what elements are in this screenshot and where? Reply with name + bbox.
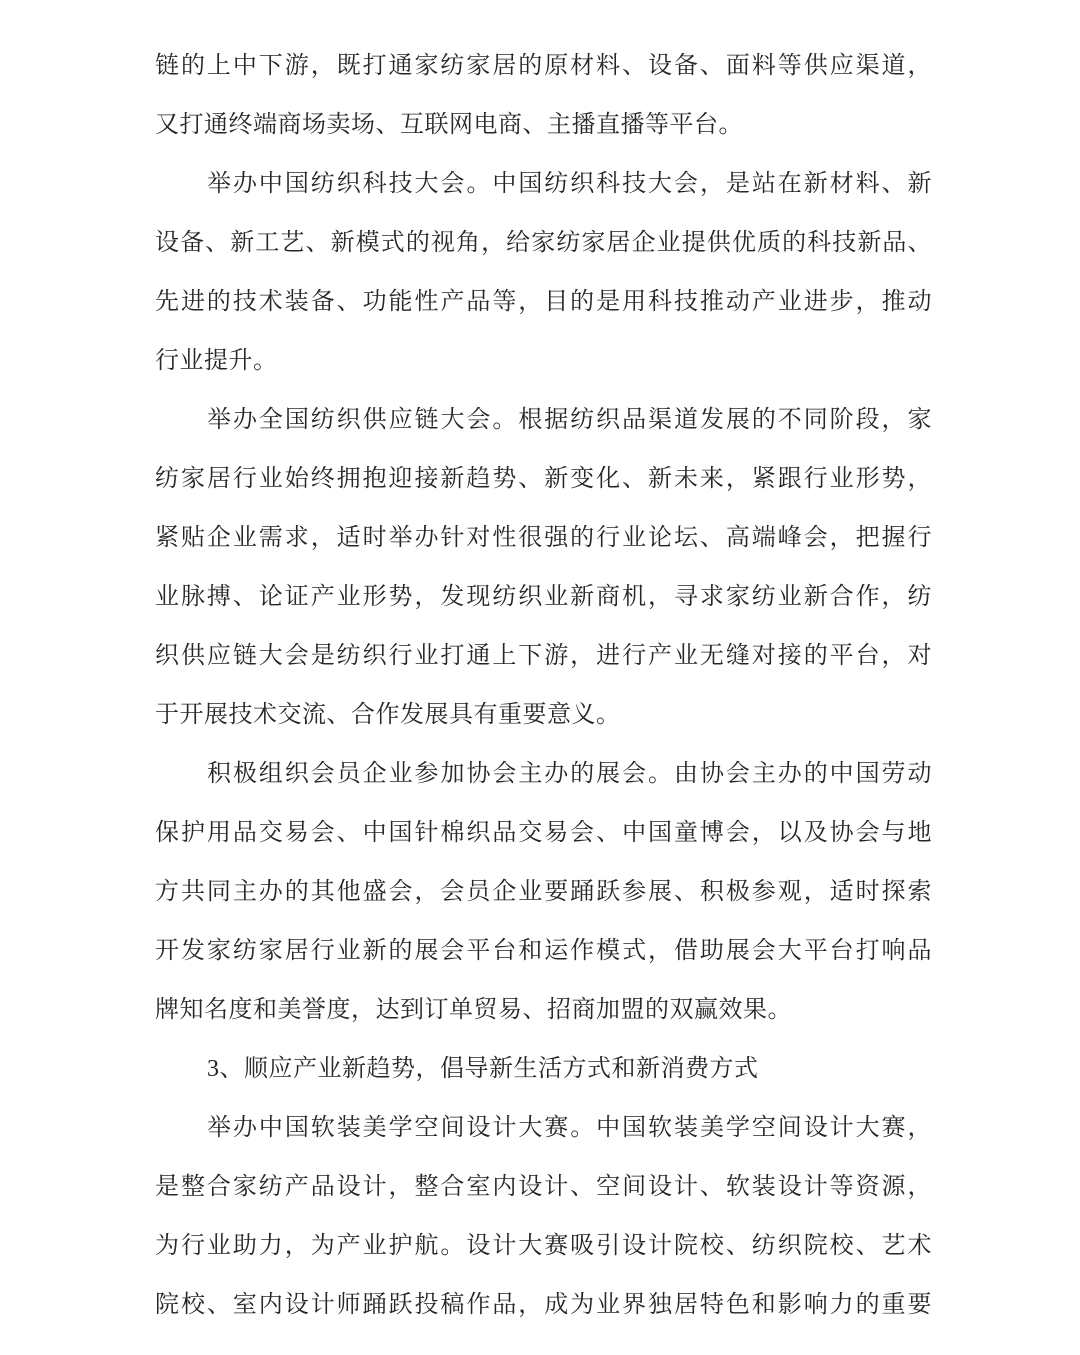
text-line: 行业提升。 [155,348,278,374]
text-line: 保护用品交易会、中国针棉织品交易会、中国童博会，以及协会与地 [155,820,932,846]
text-line: 积极组织会员企业参加协会主办的展会。由协会主办的中国劳动 [207,761,932,787]
text-line: 织供应链大会是纺织行业打通上下游，进行产业无缝对接的平台，对 [155,643,932,669]
text-line: 牌知名度和美誉度，达到订单贸易、招商加盟的双赢效果。 [155,997,792,1023]
text-line: 又打通终端商场卖场、互联网电商、主播直播等平台。 [155,112,743,138]
text-line: 业脉搏、论证产业形势，发现纺织业新商机，寻求家纺业新合作，纺 [155,584,932,610]
text-line: 举办中国软装美学空间设计大赛。中国软装美学空间设计大赛， [207,1115,932,1141]
text-line: 纺家居行业始终拥抱迎接新趋势、新变化、新未来，紧跟行业形势， [155,466,932,492]
text-line: 开发家纺家居行业新的展会平台和运作模式，借助展会大平台打响品 [155,938,932,964]
text-line: 于开展技术交流、合作发展具有重要意义。 [155,702,621,728]
text-line: 先进的技术装备、功能性产品等，目的是用科技推动产业进步，推动 [155,289,932,315]
text-line: 为行业助力，为产业护航。设计大赛吸引设计院校、纺织院校、艺术 [155,1233,932,1259]
text-line: 设备、新工艺、新模式的视角，给家纺家居企业提供优质的科技新品、 [155,230,932,256]
text-line: 是整合家纺产品设计，整合室内设计、空间设计、软装设计等资源， [155,1174,932,1200]
text-line: 3、顺应产业新趋势，倡导新生活方式和新消费方式 [207,1056,759,1082]
text-line: 举办全国纺织供应链大会。根据纺织品渠道发展的不同阶段，家 [207,407,932,433]
text-line: 链的上中下游，既打通家纺家居的原材料、设备、面料等供应渠道， [155,53,932,79]
text-line: 院校、室内设计师踊跃投稿作品，成为业界独居特色和影响力的重要 [155,1292,932,1318]
text-line: 方共同主办的其他盛会，会员企业要踊跃参展、积极参观，适时探索 [155,879,932,905]
text-line: 紧贴企业需求，适时举办针对性很强的行业论坛、高端峰会，把握行 [155,525,932,551]
text-line: 举办中国纺织科技大会。中国纺织科技大会，是站在新材料、新 [207,171,932,197]
